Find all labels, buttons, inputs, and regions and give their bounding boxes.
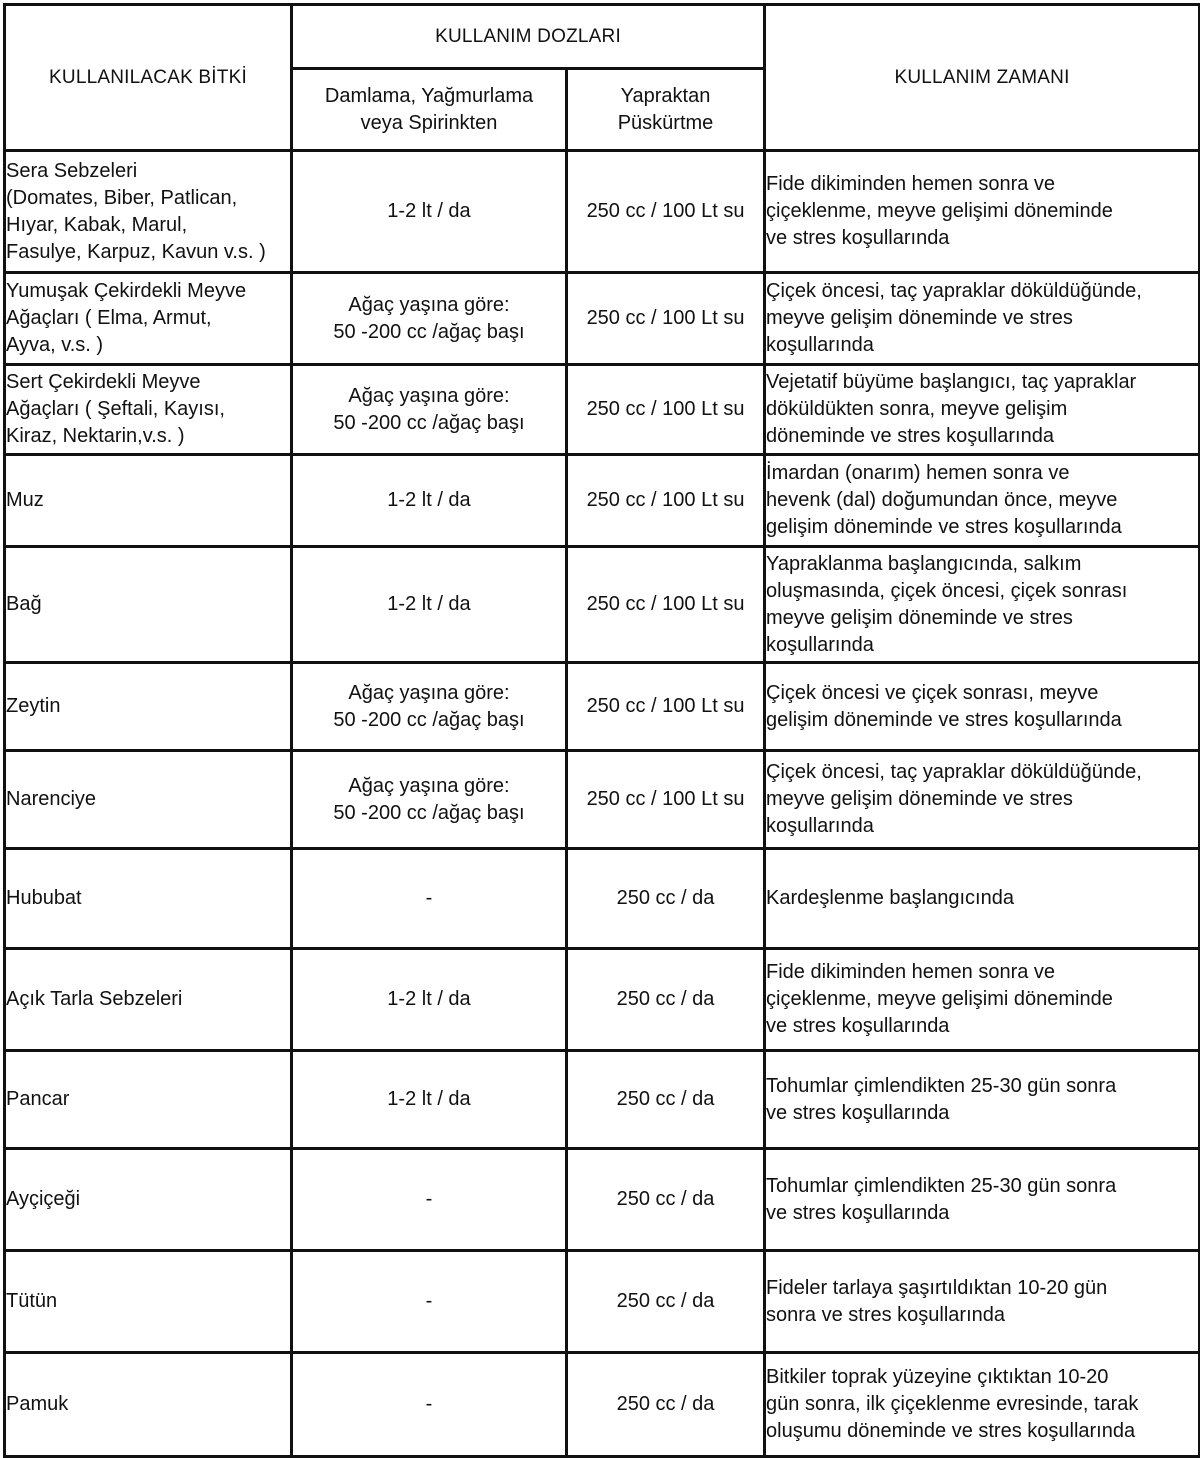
usage-time-cell: [765, 273, 1200, 365]
usage-time-cell-line: İmardan (onarım) hemen sonra ve: [766, 462, 1070, 484]
foliar-dose-cell: [567, 751, 765, 849]
usage-time-cell-line: Çiçek öncesi, taç yapraklar döküldüğünde,: [766, 761, 1142, 783]
plant-cell: [5, 751, 292, 849]
plant-cell: [5, 849, 292, 949]
drip-dose-cell-line: -: [425, 1188, 433, 1210]
table-row: [5, 455, 1200, 547]
foliar-dose-cell: [567, 849, 765, 949]
foliar-dose-cell-line: 250 cc / da: [616, 1290, 715, 1312]
usage-time-cell-line: meyve gelişim döneminde ve stres: [766, 307, 1073, 329]
usage-time-cell: [765, 751, 1200, 849]
plant-cell-line: Narenciye: [6, 788, 97, 810]
usage-time-cell: [765, 547, 1200, 663]
plant-cell-line: Tütün: [6, 1290, 58, 1312]
table-row: [5, 751, 1200, 849]
plant-cell-line: Pamuk: [6, 1393, 69, 1415]
foliar-dose-cell: [567, 1251, 765, 1353]
plant-cell-line: Pancar: [6, 1088, 70, 1110]
plant-cell-line: Bağ: [6, 593, 42, 615]
usage-time-cell-line: Kardeşlenme başlangıcında: [766, 887, 1014, 909]
usage-time-cell-line: meyve gelişim döneminde ve stres: [766, 788, 1073, 810]
header-drip: [292, 69, 567, 151]
foliar-dose-cell: [567, 1353, 765, 1457]
foliar-dose-cell-line: 250 cc / da: [616, 988, 715, 1010]
header-foliar-line: Püskürtme: [617, 111, 714, 134]
drip-dose-cell-line: -: [425, 1393, 433, 1415]
table-body: [5, 151, 1200, 1457]
plant-cell: [5, 455, 292, 547]
drip-dose-cell-line: 1-2 lt / da: [387, 200, 471, 222]
usage-time-cell-line: gelişim döneminde ve stres koşullarında: [766, 708, 1122, 731]
plant-cell: [5, 273, 292, 365]
usage-time-cell-line: Fideler tarlaya şaşırtıldıktan 10-20 gün: [766, 1276, 1108, 1299]
table-row: [5, 365, 1200, 455]
plant-cell: [5, 1149, 292, 1251]
usage-time-cell-line: Tohumlar çimlendikten 25-30 gün sonra: [766, 1174, 1117, 1197]
drip-dose-cell-line: 50 -200 cc /ağaç başı: [333, 708, 525, 731]
plant-cell: [5, 365, 292, 455]
foliar-dose-cell-line: 250 cc / 100 Lt su: [586, 695, 745, 717]
usage-time-cell-line: ve stres koşullarında: [766, 1201, 950, 1224]
table-row: [5, 151, 1200, 273]
plant-cell: [5, 1251, 292, 1353]
plant-cell-line: Ayçiçeği: [6, 1188, 81, 1210]
foliar-dose-cell: [567, 1149, 765, 1251]
usage-time-cell-line: Çiçek öncesi, taç yapraklar döküldüğünde,: [766, 280, 1142, 302]
usage-time-cell-line: Bitkiler toprak yüzeyine çıktıktan 10-20: [766, 1366, 1109, 1388]
plant-cell-line: Kiraz, Nektarin,v.s. ): [6, 425, 185, 447]
table-row: [5, 273, 1200, 365]
plant-cell: [5, 1353, 292, 1457]
drip-dose-cell: [292, 365, 567, 455]
usage-time-cell-line: hevenk (dal) doğumundan önce, meyve: [766, 489, 1118, 511]
drip-dose-cell: [292, 151, 567, 273]
drip-dose-cell-line: 50 -200 cc /ağaç başı: [333, 411, 525, 434]
usage-time-cell-line: çiçeklenme, meyve gelişimi döneminde: [766, 988, 1113, 1010]
foliar-dose-cell: [567, 151, 765, 273]
header-plant: KULLANILACAK BİTKİ: [5, 5, 292, 151]
usage-time-cell-line: gün sonra, ilk çiçeklenme evresinde, tarak: [766, 1393, 1139, 1415]
drip-dose-cell: [292, 751, 567, 849]
table-row: [5, 547, 1200, 663]
drip-dose-cell: [292, 849, 567, 949]
plant-cell-line: Fasulye, Karpuz, Kavun v.s. ): [6, 240, 266, 263]
drip-dose-cell: [292, 547, 567, 663]
usage-time-cell: [765, 663, 1200, 751]
table-row: [5, 663, 1200, 751]
drip-dose-cell-line: Ağaç yaşına göre:: [348, 774, 510, 797]
foliar-dose-cell-line: 250 cc / 100 Lt su: [586, 593, 745, 615]
usage-time-cell: [765, 1353, 1200, 1457]
usage-time-cell-line: Vejetatif büyüme başlangıcı, taç yapraklar: [766, 371, 1137, 393]
header-foliar-line: Yapraktan: [620, 84, 711, 107]
drip-dose-cell-line: Ağaç yaşına göre:: [348, 681, 510, 704]
drip-dose-cell: [292, 455, 567, 547]
table-row: [5, 1149, 1200, 1251]
plant-cell-line: (Domates, Biber, Patlican,: [6, 186, 238, 209]
header-row-top: [5, 5, 1200, 69]
plant-cell-line: Muz: [6, 489, 44, 511]
drip-dose-cell-line: -: [425, 1290, 433, 1312]
header-time: KULLANIM ZAMANI: [765, 5, 1200, 151]
plant-cell-line: Yumuşak Çekirdekli Meyve: [6, 280, 247, 302]
usage-time-cell-line: gelişim döneminde ve stres koşullarında: [766, 516, 1122, 538]
drip-dose-cell: [292, 273, 567, 365]
usage-time-cell-line: koşullarında: [766, 633, 874, 656]
foliar-dose-cell-line: 250 cc / 100 Lt su: [586, 307, 745, 329]
foliar-dose-cell: [567, 273, 765, 365]
drip-dose-cell: [292, 1251, 567, 1353]
usage-time-cell: [765, 455, 1200, 547]
drip-dose-cell-line: 1-2 lt / da: [387, 593, 471, 615]
plant-cell-line: Hıyar, Kabak, Marul,: [6, 213, 188, 236]
table-row: [5, 949, 1200, 1051]
table-row: [5, 849, 1200, 949]
header-drip-line: Damlama, Yağmurlama: [324, 84, 534, 107]
usage-time-cell-line: Fide dikiminden hemen sonra ve: [766, 173, 1056, 195]
usage-time-cell-line: oluşumu döneminde ve stres koşullarında: [766, 1420, 1136, 1442]
plant-cell-line: Ağaçları ( Elma, Armut,: [6, 307, 212, 329]
drip-dose-cell: [292, 1353, 567, 1457]
plant-cell-line: Ağaçları ( Şeftali, Kayısı,: [6, 398, 225, 420]
usage-time-cell-line: ve stres koşullarında: [766, 1101, 950, 1124]
foliar-dose-cell: [567, 663, 765, 751]
usage-time-cell: [765, 151, 1200, 273]
drip-dose-cell: [292, 949, 567, 1051]
usage-time-cell-line: koşullarında: [766, 815, 874, 837]
drip-dose-cell: [292, 1051, 567, 1149]
usage-time-cell-line: çiçeklenme, meyve gelişimi döneminde: [766, 200, 1113, 222]
drip-dose-cell: [292, 663, 567, 751]
usage-time-cell: [765, 365, 1200, 455]
plant-cell-line: Sera Sebzeleri: [6, 159, 138, 182]
foliar-dose-cell: [567, 365, 765, 455]
header-doses: KULLANIM DOZLARI: [292, 5, 765, 69]
foliar-dose-cell: [567, 1051, 765, 1149]
table-row: [5, 1251, 1200, 1353]
usage-time-cell: [765, 1251, 1200, 1353]
foliar-dose-cell: [567, 949, 765, 1051]
foliar-dose-cell-line: 250 cc / 100 Lt su: [586, 200, 745, 222]
usage-time-cell-line: Çiçek öncesi ve çiçek sonrası, meyve: [766, 681, 1099, 704]
foliar-dose-cell-line: 250 cc / 100 Lt su: [586, 788, 745, 810]
header-drip-line: veya Spirinkten: [360, 111, 498, 134]
plant-cell-line: Hububat: [6, 887, 82, 909]
usage-time-cell-line: döneminde ve stres koşullarında: [766, 425, 1054, 447]
plant-cell: [5, 151, 292, 273]
drip-dose-cell-line: Ağaç yaşına göre:: [348, 384, 510, 407]
table-row: [5, 1051, 1200, 1149]
foliar-dose-cell-line: 250 cc / da: [616, 1393, 715, 1415]
usage-time-cell-line: döküldükten sonra, meyve gelişim: [766, 398, 1068, 420]
drip-dose-cell-line: Ağaç yaşına göre:: [348, 293, 510, 316]
foliar-dose-cell: [567, 547, 765, 663]
drip-dose-cell: [292, 1149, 567, 1251]
foliar-dose-cell-line: 250 cc / da: [616, 1088, 715, 1110]
dosage-table: [3, 3, 1200, 1458]
usage-time-cell-line: oluşmasında, çiçek öncesi, çiçek sonrası: [766, 579, 1128, 602]
plant-cell: [5, 949, 292, 1051]
plant-cell-line: Ayva, v.s. ): [6, 334, 104, 356]
usage-time-cell-line: koşullarında: [766, 334, 874, 356]
usage-time-cell-line: sonra ve stres koşullarında: [766, 1303, 1006, 1326]
drip-dose-cell-line: 1-2 lt / da: [387, 988, 471, 1010]
usage-time-cell: [765, 849, 1200, 949]
foliar-dose-cell-line: 250 cc / 100 Lt su: [586, 489, 745, 511]
foliar-dose-cell: [567, 455, 765, 547]
usage-time-cell-line: Tohumlar çimlendikten 25-30 gün sonra: [766, 1074, 1117, 1097]
usage-time-cell: [765, 1149, 1200, 1251]
drip-dose-cell-line: 1-2 lt / da: [387, 489, 471, 511]
usage-time-cell-line: meyve gelişim döneminde ve stres: [766, 606, 1073, 629]
foliar-dose-cell-line: 250 cc / da: [616, 887, 715, 909]
table-row: [5, 1353, 1200, 1457]
plant-cell-line: Açık Tarla Sebzeleri: [6, 988, 183, 1010]
plant-cell-line: Zeytin: [6, 695, 61, 717]
foliar-dose-cell-line: 250 cc / 100 Lt su: [586, 398, 745, 420]
drip-dose-cell-line: 1-2 lt / da: [387, 1088, 471, 1110]
usage-time-cell-line: Yapraklanma başlangıcında, salkım: [766, 552, 1082, 575]
drip-dose-cell-line: 50 -200 cc /ağaç başı: [333, 320, 525, 343]
usage-time-cell-line: ve stres koşullarında: [766, 227, 950, 249]
header-foliar: [567, 69, 765, 151]
plant-cell: [5, 663, 292, 751]
usage-time-cell: [765, 949, 1200, 1051]
plant-cell-line: Sert Çekirdekli Meyve: [6, 371, 201, 393]
drip-dose-cell-line: -: [425, 887, 433, 909]
usage-time-cell-line: Fide dikiminden hemen sonra ve: [766, 961, 1056, 983]
usage-time-cell: [765, 1051, 1200, 1149]
usage-time-cell-line: ve stres koşullarında: [766, 1015, 950, 1037]
plant-cell: [5, 1051, 292, 1149]
plant-cell: [5, 547, 292, 663]
foliar-dose-cell-line: 250 cc / da: [616, 1188, 715, 1210]
drip-dose-cell-line: 50 -200 cc /ağaç başı: [333, 801, 525, 824]
